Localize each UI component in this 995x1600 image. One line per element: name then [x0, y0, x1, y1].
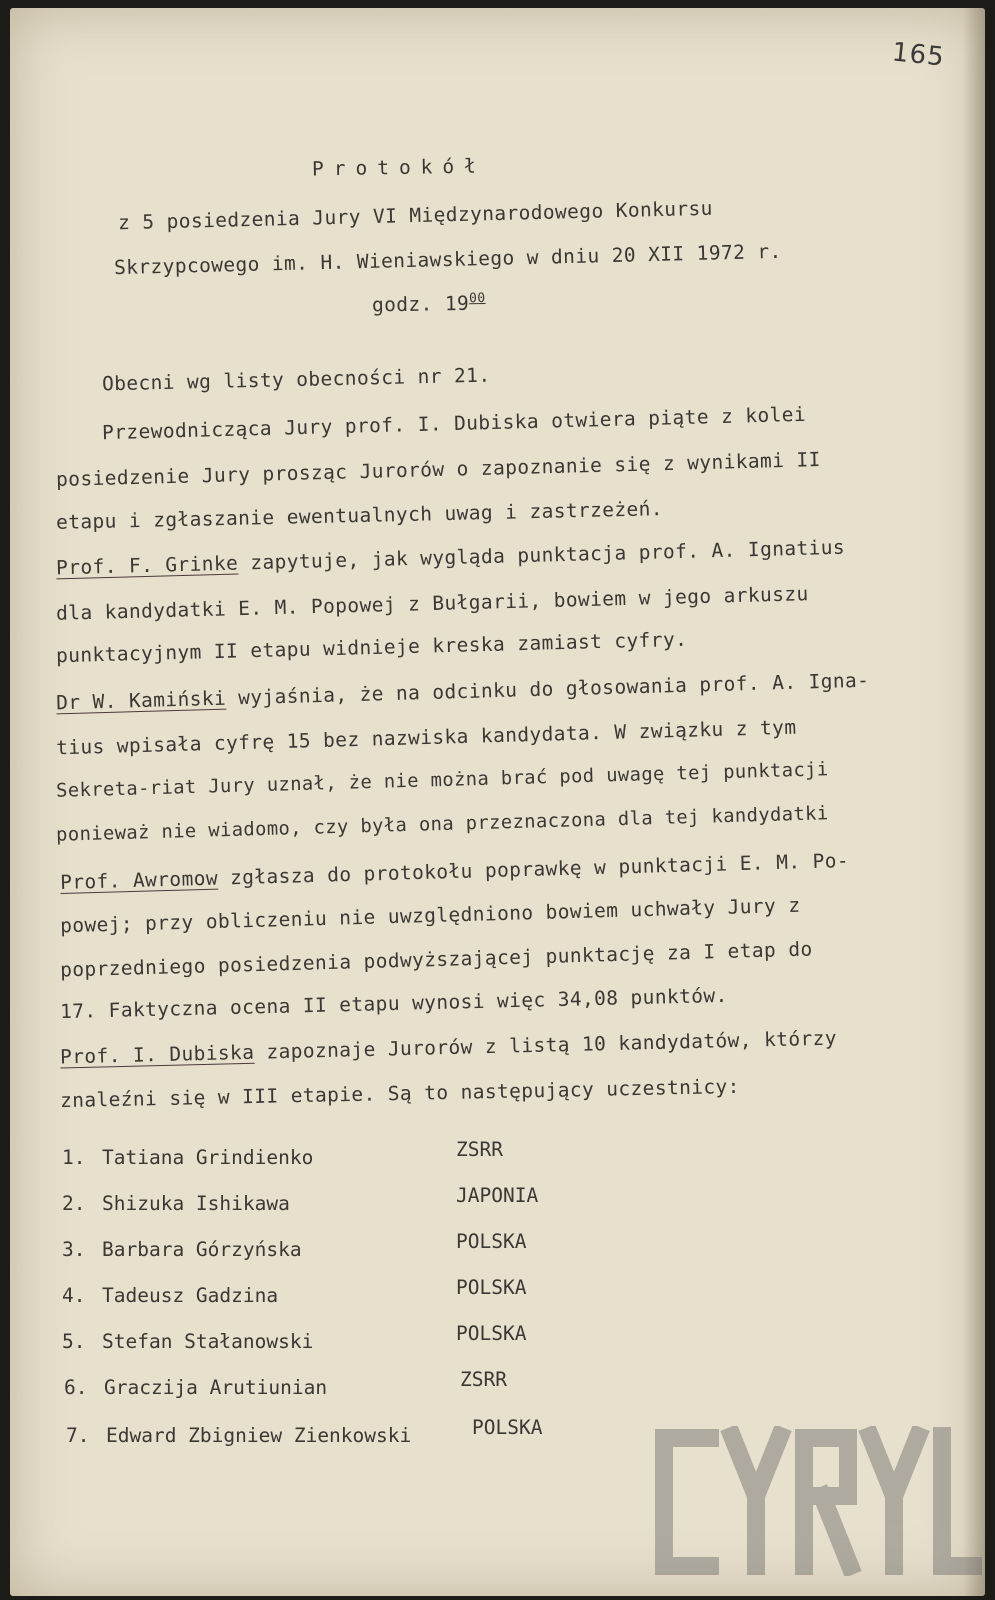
- speaker-name: Dr W. Kamiński: [55, 686, 227, 715]
- header-line-1: z 5 posiedzenia Jury VI Międzynarodowego Konkursu: [117, 196, 714, 235]
- time-label: godz. 19: [371, 291, 470, 317]
- participant-number: 3.: [62, 1238, 86, 1261]
- participant-country: POLSKA: [456, 1322, 527, 1345]
- speaker-name: Prof. F. Grinke: [55, 551, 239, 580]
- participant-country: POLSKA: [456, 1276, 527, 1299]
- paragraph-dubiska-line-1: [60, 1027, 837, 1069]
- participant-country: JAPONIA: [456, 1184, 539, 1207]
- paragraph-opening-line-3: etapu i zgłaszanie ewentualnych uwag i zastrzeżeń.: [55, 497, 664, 534]
- paragraph-opening-line-1: Przewodnicząca Jury prof. I. Dubiska otwiera piąte z kolei: [101, 402, 807, 445]
- paragraph-grinke-line-2: dla kandydatki E. M. Popowej z Bułgarii, bowiem w jego arkuszu: [55, 582, 809, 625]
- header-time: [372, 291, 486, 316]
- paragraph-kaminski-line-4: ponieważ nie wiadomo, czy była ona przeznaczona dla tej kandydatki: [55, 803, 829, 846]
- speaker-name: Prof. Awromow: [59, 866, 219, 895]
- paragraph-awromow-line-1: [60, 849, 849, 894]
- participant-number: 4.: [62, 1284, 86, 1307]
- paragraph-dubiska-line-2: znaleźni się w III etapie. Są to następujący uczestnicy:: [59, 1074, 741, 1113]
- participant-number: 7.: [66, 1424, 90, 1447]
- header-line-2: Skrzypcowego im. H. Wieniawskiego w dniu 20 XII 1972 r.: [113, 239, 782, 280]
- page-edge-shadow: [963, 8, 985, 1596]
- paragraph-attendance: Obecni wg listy obecności nr 21.: [101, 363, 491, 396]
- paragraph-text: zgłasza do protokołu poprawkę w punktacji E. M. Po-: [217, 848, 850, 890]
- participant-country: ZSRR: [456, 1138, 503, 1161]
- participant-country: ZSRR: [460, 1368, 507, 1391]
- participant-number: 1.: [62, 1146, 86, 1169]
- participant-number: 5.: [62, 1330, 86, 1353]
- paragraph-awromow-line-3: poprzedniego posiedzenia podwyższającej punktację za I etap do: [59, 937, 813, 982]
- participant-name: Edward Zbigniew Zienkowski: [106, 1424, 412, 1447]
- speaker-name: Prof. I. Dubiska: [59, 1040, 255, 1069]
- participant-name: Barbara Górzyńska: [102, 1238, 302, 1261]
- time-minutes: 00: [468, 291, 486, 307]
- participant-name: Graczija Arutiunian: [104, 1376, 328, 1399]
- paragraph-text: zapoznaje Jurorów z listą 10 kandydatów, którzy: [254, 1026, 838, 1064]
- paragraph-awromow-line-4: 17. Faktyczna ocena II etapu wynosi więc 34,08 punktów.: [59, 983, 728, 1024]
- paragraph-grinke-line-1: [56, 536, 845, 580]
- paragraph-kaminski-line-2: tius wpisała cyfrę 15 bez nazwiska kandydata. W związku z tym: [55, 715, 797, 760]
- participant-name: Tadeusz Gadzina: [102, 1284, 279, 1307]
- paragraph-grinke-line-3: punktacyjnym II etapu widnieje kreska zamiast cyfry.: [55, 627, 688, 668]
- paragraph-text: wyjaśnia, że na odcinku do głosowania prof. A. Igna-: [225, 668, 870, 710]
- participant-name: Tatiana Grindienko: [102, 1146, 314, 1169]
- participant-number: 6.: [64, 1376, 88, 1399]
- cyryl-watermark-logo: [652, 1426, 982, 1576]
- participant-country: POLSKA: [472, 1416, 543, 1439]
- participant-number: 2.: [62, 1192, 86, 1215]
- participant-country: POLSKA: [456, 1230, 527, 1253]
- paragraph-kaminski-line-1: [56, 669, 870, 715]
- paragraph-text: zapytuje, jak wygląda punktacja prof. A. Ignatius: [237, 535, 846, 575]
- page-number: 165: [890, 37, 947, 73]
- paragraph-opening-line-2: posiedzenie Jury prosząc Jurorów o zapoznanie się z wynikami II: [55, 447, 821, 492]
- paragraph-kaminski-line-3: Sekreta-riat Jury uznał, że nie można brać pod uwagę tej punktacji: [55, 759, 829, 802]
- document-title: Protokół: [311, 154, 487, 181]
- participant-name: Shizuka Ishikawa: [102, 1192, 290, 1215]
- document-page: [10, 8, 985, 1596]
- paragraph-awromow-line-2: powej; przy obliczeniu nie uwzględniono bowiem uchwały Jury z: [59, 893, 801, 938]
- participant-name: Stefan Stałanowski: [102, 1330, 314, 1353]
